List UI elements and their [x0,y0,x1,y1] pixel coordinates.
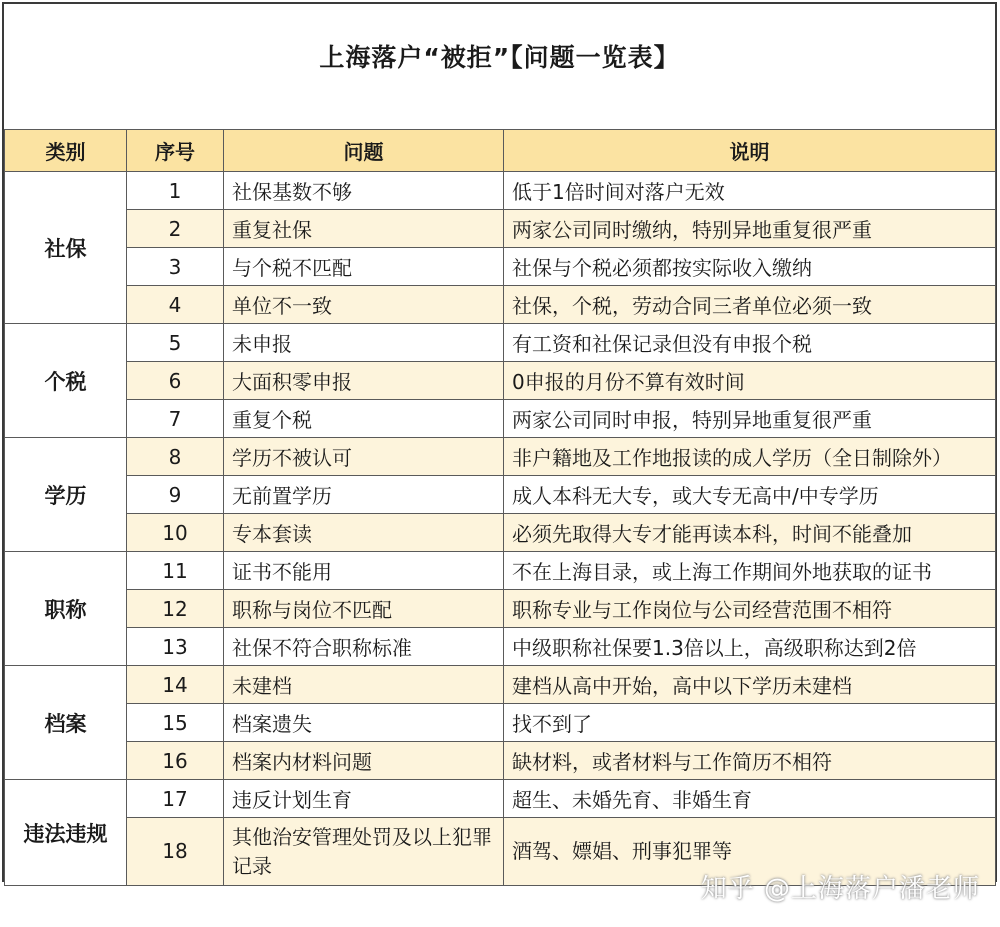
number-cell: 17 [127,780,224,818]
number-cell: 7 [127,400,224,438]
page-title: 上海落户“被拒”【问题一览表】 [319,42,680,72]
category-cell: 社保 [5,172,127,324]
number-cell: 1 [127,172,224,210]
document-frame [2,2,997,882]
issue-cell: 无前置学历 [224,476,504,514]
watermark: 知乎 @上海落户潘老师 [700,874,980,904]
table-row [5,514,996,552]
issue-cell: 重复社保 [224,210,504,248]
issue-cell: 违反计划生育 [224,780,504,818]
issue-cell: 证书不能用 [224,552,504,590]
table-row [5,628,996,666]
description-cell: 非户籍地及工作地报读的成人学历（全日制除外） [504,438,996,476]
issue-cell: 未建档 [224,666,504,704]
description-cell: 不在上海目录，或上海工作期间外地获取的证书 [504,552,996,590]
description-cell: 职称专业与工作岗位与公司经营范围不相符 [504,590,996,628]
table-body [5,172,996,886]
number-cell: 2 [127,210,224,248]
table-row [5,362,996,400]
table-row [5,780,996,818]
table-row [5,400,996,438]
issue-cell: 未申报 [224,324,504,362]
number-cell: 10 [127,514,224,552]
table-row [5,666,996,704]
header-number: 序号 [127,130,224,172]
description-cell: 超生、未婚先育、非婚生育 [504,780,996,818]
issue-cell: 档案遗失 [224,704,504,742]
number-cell: 12 [127,590,224,628]
number-cell: 16 [127,742,224,780]
table-row [5,210,996,248]
category-cell: 档案 [5,666,127,780]
number-cell: 4 [127,286,224,324]
issue-cell: 社保基数不够 [224,172,504,210]
description-cell: 建档从高中开始，高中以下学历未建档 [504,666,996,704]
issue-cell: 学历不被认可 [224,438,504,476]
number-cell: 11 [127,552,224,590]
description-cell: 低于1倍时间对落户无效 [504,172,996,210]
description-cell: 社保与个税必须都按实际收入缴纳 [504,248,996,286]
description-cell: 社保，个税，劳动合同三者单位必须一致 [504,286,996,324]
category-cell: 违法违规 [5,780,127,886]
issue-cell: 单位不一致 [224,286,504,324]
description-cell: 两家公司同时申报，特别异地重复很严重 [504,400,996,438]
table-row [5,248,996,286]
issue-cell: 职称与岗位不匹配 [224,590,504,628]
number-cell: 8 [127,438,224,476]
table-row [5,552,996,590]
header-issue: 问题 [224,130,504,172]
number-cell: 6 [127,362,224,400]
description-cell: 成人本科无大专，或大专无高中/中专学历 [504,476,996,514]
issue-cell: 重复个税 [224,400,504,438]
description-cell: 酒驾、嫖娼、刑事犯罪等 [504,818,996,886]
issue-cell: 社保不符合职称标准 [224,628,504,666]
description-cell: 0申报的月份不算有效时间 [504,362,996,400]
number-cell: 13 [127,628,224,666]
number-cell: 18 [127,818,224,886]
category-cell: 个税 [5,324,127,438]
table-row [5,172,996,210]
description-cell: 必须先取得大专才能再读本科，时间不能叠加 [504,514,996,552]
description-cell: 找不到了 [504,704,996,742]
header-category: 类别 [5,130,127,172]
category-cell: 职称 [5,552,127,666]
header-description: 说明 [504,130,996,172]
number-cell: 14 [127,666,224,704]
table-row [5,324,996,362]
number-cell: 15 [127,704,224,742]
table-row [5,742,996,780]
table-header-row [5,130,996,172]
number-cell: 9 [127,476,224,514]
issue-cell: 其他治安管理处罚及以上犯罪记录 [224,818,504,886]
description-cell: 中级职称社保要1.3倍以上，高级职称达到2倍 [504,628,996,666]
table-row [5,476,996,514]
number-cell: 5 [127,324,224,362]
table-row [5,286,996,324]
description-cell: 有工资和社保记录但没有申报个税 [504,324,996,362]
category-cell: 学历 [5,438,127,552]
issue-cell: 与个税不匹配 [224,248,504,286]
issue-table [4,129,996,886]
description-cell: 缺材料，或者材料与工作简历不相符 [504,742,996,780]
issue-cell: 专本套读 [224,514,504,552]
description-cell: 两家公司同时缴纳，特别异地重复很严重 [504,210,996,248]
issue-cell: 档案内材料问题 [224,742,504,780]
table-row [5,590,996,628]
table-row [5,704,996,742]
issue-cell: 大面积零申报 [224,362,504,400]
table-row [5,438,996,476]
number-cell: 3 [127,248,224,286]
